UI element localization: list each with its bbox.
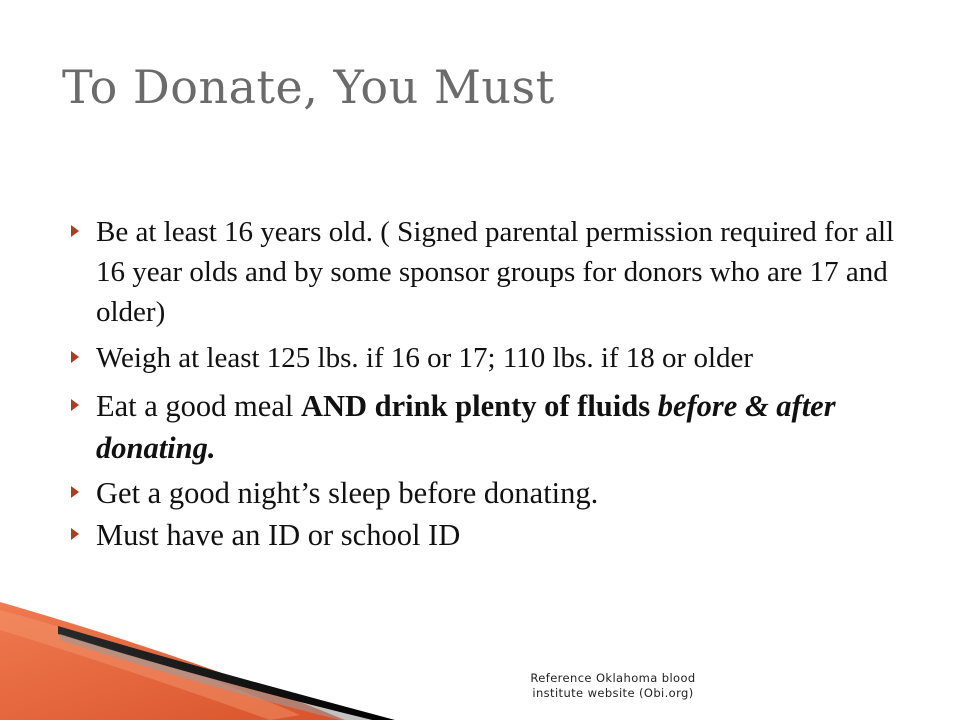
bullet-text: Get a good night’s sleep before donating. bbox=[96, 476, 599, 510]
bullet-item-id bbox=[68, 514, 898, 556]
arrow-bullet-icon bbox=[71, 351, 79, 363]
bullet-text: Must have an ID or school ID bbox=[96, 518, 461, 552]
reference-note bbox=[518, 671, 708, 701]
arrow-bullet-icon bbox=[71, 225, 79, 237]
arrow-bullet-icon bbox=[71, 486, 79, 498]
reference-line-1: Reference Oklahoma blood bbox=[530, 671, 696, 685]
bullet-item-sleep bbox=[68, 472, 898, 514]
reference-line-2: institute website (Obi.org) bbox=[532, 686, 694, 700]
arrow-bullet-icon bbox=[71, 528, 79, 540]
bullet-list bbox=[68, 212, 898, 556]
slide-title: To Donate, You Must bbox=[62, 60, 555, 114]
bullet-item-weight bbox=[68, 338, 898, 378]
bullet-item-meal bbox=[68, 385, 898, 469]
corner-swoosh-decoration bbox=[0, 590, 400, 720]
arrow-bullet-icon bbox=[71, 399, 79, 411]
bullet-text: Weigh at least 125 lbs. if 16 or 17; 110 lbs. if 18 or older bbox=[96, 342, 754, 374]
bullet-text-bold: AND drink plenty of fluids bbox=[300, 389, 658, 423]
bullet-item-age bbox=[68, 212, 898, 332]
bullet-text-plain: Eat a good meal bbox=[96, 389, 301, 423]
bullet-text-bold-italic: before & after donating. bbox=[96, 389, 836, 465]
bullet-text: Be at least 16 years old. ( Signed parental permission required for all 16 year olds and by some sponsor groups for donors who are 17 and older) bbox=[96, 216, 895, 328]
